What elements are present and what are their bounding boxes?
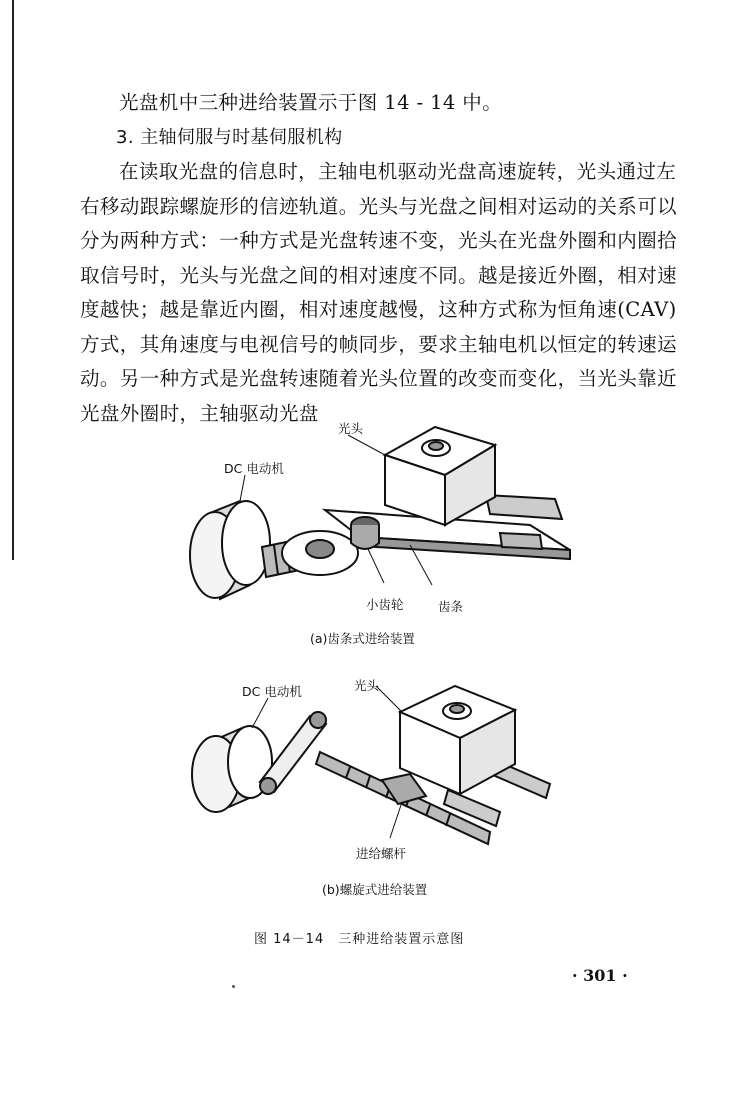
scan-margin-line bbox=[12, 0, 14, 560]
lead-sentence: 光盘机中三种进给装置示于图 14 - 14 中。 bbox=[119, 91, 503, 114]
body-text bbox=[80, 86, 680, 431]
figure-title: 图 14－14 三种进给装置示意图 bbox=[254, 932, 465, 947]
label-optical-head-b: 光头 bbox=[354, 678, 380, 693]
label-lead-screw: 进给螺杆 bbox=[356, 846, 407, 861]
rack-feed-illustration bbox=[170, 415, 590, 615]
label-dc-motor: DC 电动机 bbox=[224, 461, 284, 476]
scan-speck bbox=[232, 985, 235, 988]
section-heading: 3. 主轴伺服与时基伺服机构 bbox=[116, 126, 343, 148]
figure-a bbox=[170, 415, 590, 645]
screw-feed-illustration bbox=[170, 672, 590, 872]
page-number: · 301 · bbox=[572, 966, 628, 985]
body-paragraph: 在读取光盘的信息时，主轴电机驱动光盘高速旋转，光头通过左右移动跟踪螺旋形的信迹轨道。光头与光盘之间相对运动的关系可以分为两种方式：一种方式是光盘转速不变，光头在光盘外圈和内圈拾取信号时，光头与光盘之间的相对速度不同。越是接近外圈，相对速度越快；越是靠近内圈，相对速度越慢，这种方式称为恒角速(CAV)方式，其角速度与电视信号的帧同步，要求主轴电机以恒定的转速运动。另一种方式是光盘转速随着光头位置的改变而变化，当光头靠近光盘外圈时，主轴驱动光盘 bbox=[80, 160, 678, 425]
caption-a: (a)齿条式进给装置 bbox=[310, 631, 415, 646]
label-rack: 齿条 bbox=[438, 599, 464, 614]
label-dc-motor-b: DC 电动机 bbox=[242, 684, 302, 699]
label-optical-head: 光头 bbox=[338, 421, 364, 436]
figure-b bbox=[170, 672, 590, 902]
label-pinion: 小齿轮 bbox=[366, 597, 404, 612]
caption-b: (b)螺旋式进给装置 bbox=[322, 882, 428, 897]
